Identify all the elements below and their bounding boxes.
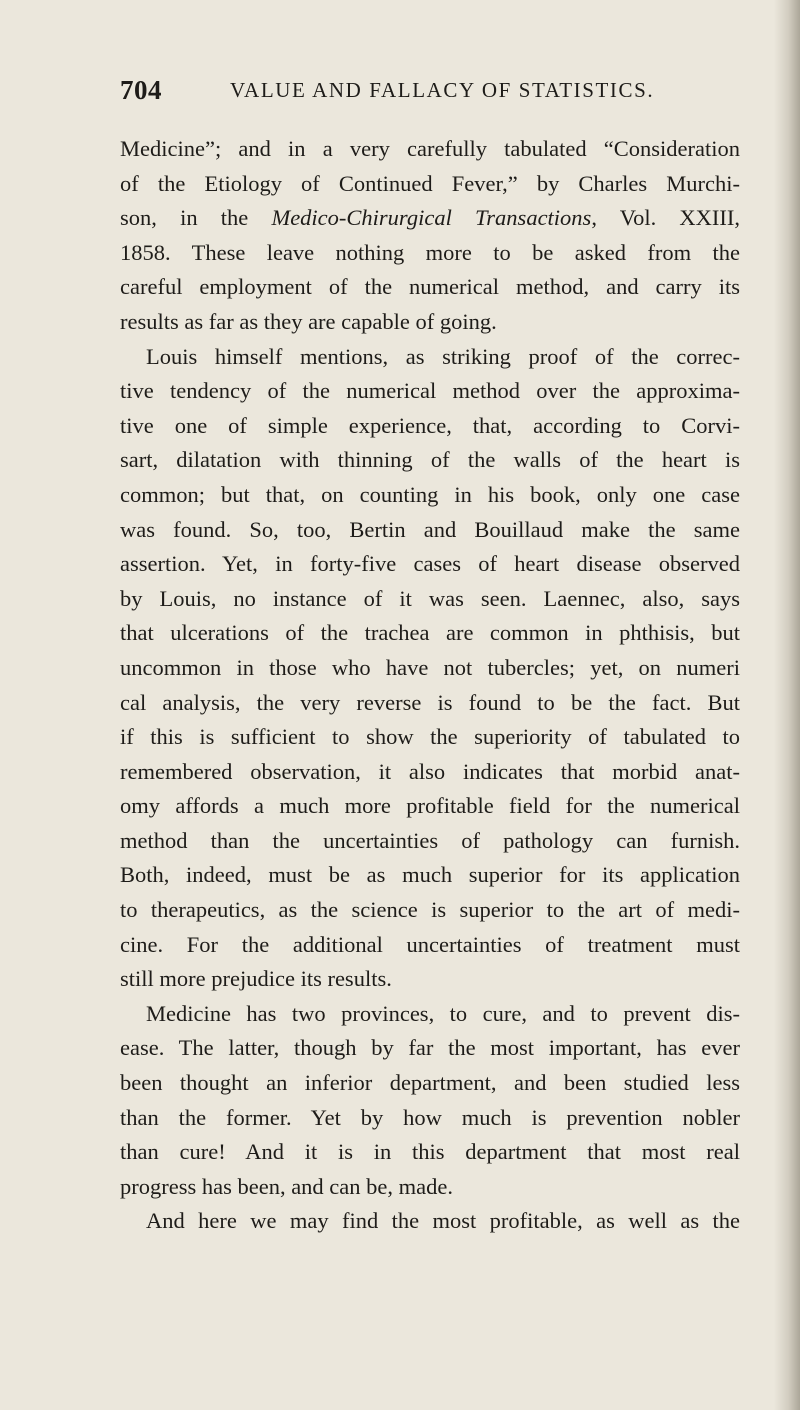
journal-title: Medico-Chirurgical Transactions xyxy=(271,205,592,231)
text-line: that ulcerations of the trachea are common in phthisis, but xyxy=(120,620,740,646)
text-line: to therapeutics, as the science is superior to the art of medi- xyxy=(120,897,740,923)
text-line: was found. So, too, Bertin and Bouillaud make the same xyxy=(120,516,740,542)
text-line: Louis himself mentions, as striking proof of the correc- xyxy=(146,343,740,369)
text-line: omy affords a much more profitable field for the numerical xyxy=(120,793,740,819)
page-header xyxy=(120,75,740,109)
page-number: 704 xyxy=(120,75,162,105)
text-line: results as far as they are capable of going. xyxy=(120,308,497,334)
running-title: VALUE AND FALLACY OF STATISTICS. xyxy=(230,78,655,102)
text-line: remembered observation, it also indicates that morbid anat- xyxy=(120,758,740,784)
text-line: than the former. Yet by how much is prevention nobler xyxy=(120,1104,740,1130)
text-line: ease. The latter, though by far the most important, has ever xyxy=(120,1035,740,1061)
text-line xyxy=(120,201,740,236)
text-line: been thought an inferior department, and been studied less xyxy=(120,1070,740,1096)
text-line: than cure! And it is in this department that most real xyxy=(120,1139,740,1165)
text-line-segment: son, in the xyxy=(120,205,272,231)
text-line: still more prejudice its results. xyxy=(120,966,392,992)
text-line: Medicine has two provinces, to cure, and to prevent dis- xyxy=(146,1000,740,1026)
text-line: common; but that, on counting in his book, only one case xyxy=(120,481,740,507)
body-text xyxy=(120,132,740,1239)
text-line: cine. For the additional uncertainties of treatment must xyxy=(120,931,740,957)
text-line: of the Etiology of Continued Fever,” by Charles Murchi- xyxy=(120,170,740,196)
text-line: Both, indeed, must be as much superior for its application xyxy=(120,862,740,888)
text-line: if this is sufficient to show the superiority of tabulated to xyxy=(120,724,740,750)
text-line: tive tendency of the numerical method over the approxima- xyxy=(120,378,740,404)
text-line: And here we may find the most profitable, as well as the xyxy=(146,1208,740,1234)
text-line: uncommon in those who have not tubercles; yet, on numeri xyxy=(120,654,740,680)
text-line: Medicine”; and in a very carefully tabulated “Consideration xyxy=(120,136,740,161)
text-line: careful employment of the numerical method, and carry its xyxy=(120,274,740,300)
text-line-segment: , Vol. XXIII, xyxy=(591,205,740,231)
text-line: 1858. These leave nothing more to be asked from the xyxy=(120,239,740,265)
text-line: sart, dilatation with thinning of the walls of the heart is xyxy=(120,447,740,473)
text-line: by Louis, no instance of it was seen. Laennec, also, says xyxy=(120,585,740,611)
text-line: cal analysis, the very reverse is found to be the fact. But xyxy=(120,689,740,715)
text-line: tive one of simple experience, that, according to Corvi- xyxy=(120,412,740,438)
page-edge-shadow xyxy=(774,0,800,1410)
text-line: method than the uncertainties of pathology can furnish. xyxy=(120,827,740,853)
text-line: progress has been, and can be, made. xyxy=(120,1173,453,1199)
text-line: assertion. Yet, in forty-five cases of heart disease observed xyxy=(120,551,740,577)
